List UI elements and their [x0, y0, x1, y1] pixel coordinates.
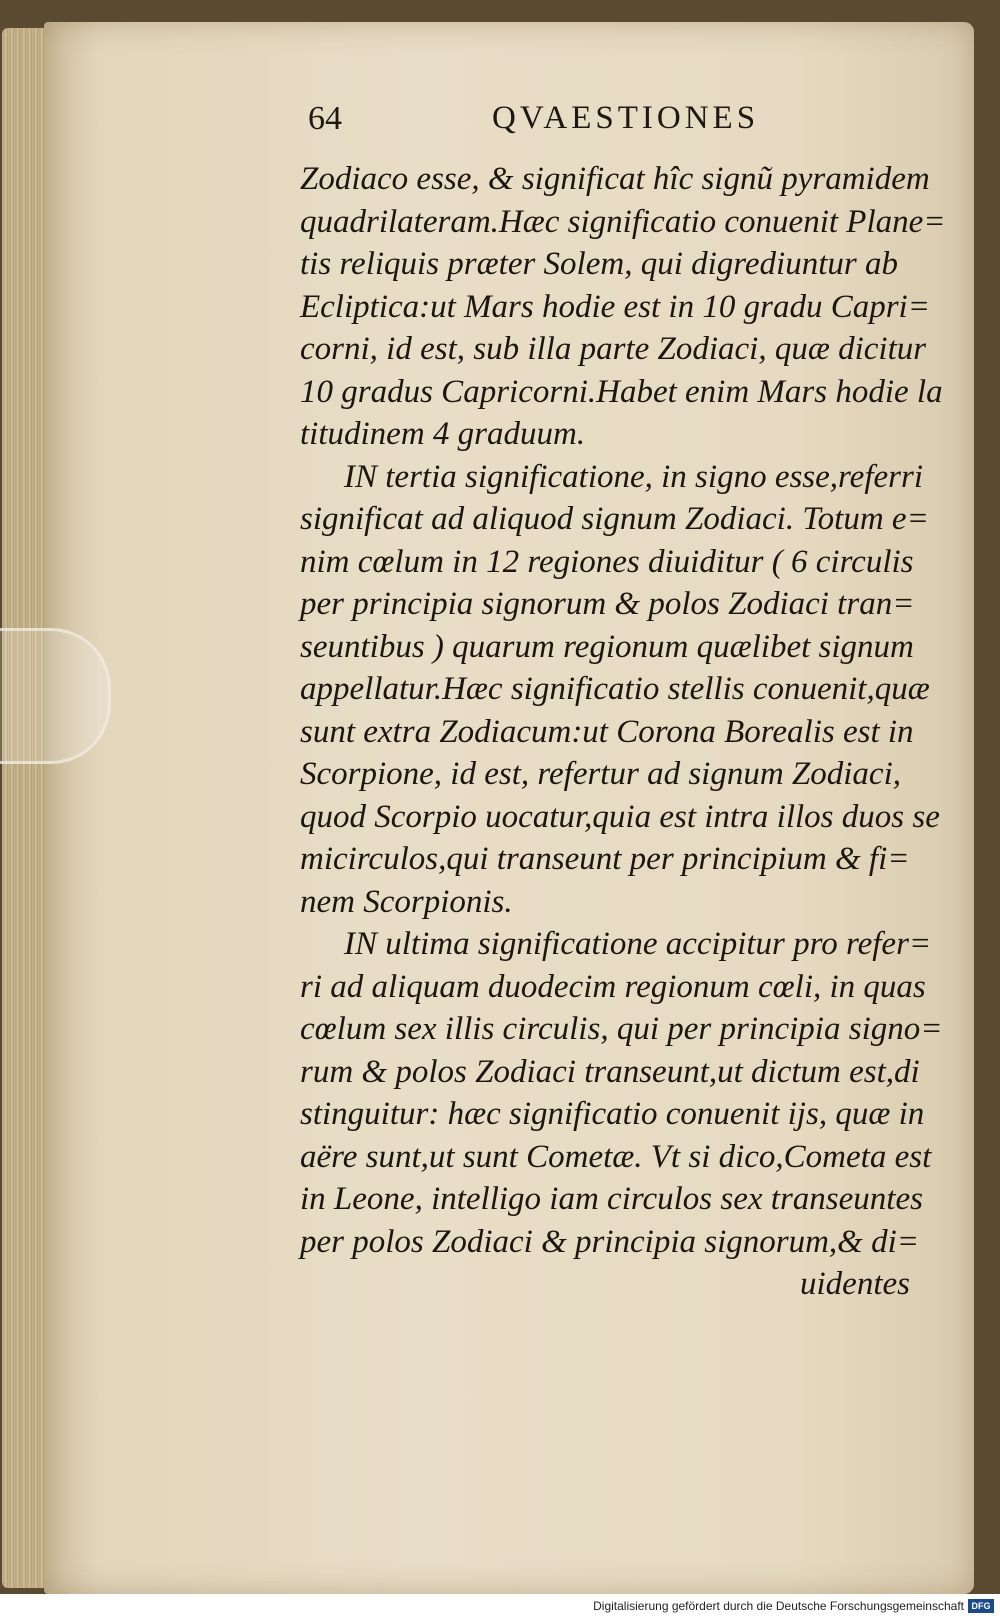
page-header [308, 100, 788, 150]
footer-bar [0, 1594, 1000, 1616]
text-line: nim cœlum in 12 regiones diuiditur ( 6 circulis [300, 543, 914, 580]
body-text [300, 158, 946, 1306]
text-line: cœlum sex illis circulis, qui per principia signo= [300, 1011, 943, 1047]
text-line: micirculos,qui transeunt per principium & fi= [300, 841, 910, 877]
text-line: in Leone, intelligo iam circulos sex transeuntes [300, 1181, 923, 1217]
paragraph-start-line: IN ultima significatione accipitur pro refer= [344, 926, 932, 962]
text-line: quod Scorpio uocatur,quia est intra illos duos se [300, 798, 940, 835]
page-number: 64 [308, 100, 342, 137]
text-line: titudinem 4 graduum. [300, 416, 586, 452]
text-line: nem Scorpionis. [300, 883, 513, 920]
text-line: Zodiaco esse, & significat hîc signũ pyramidem [300, 161, 930, 197]
text-line: sunt extra Zodiacum:ut Corona Borealis est in [300, 713, 914, 750]
dfg-logo-icon: DFG [968, 1599, 994, 1613]
text-line: ri ad aliquam duodecim regionum cœli, in quas [300, 968, 926, 1005]
text-line: tis reliquis præter Solem, qui digrediuntur ab [300, 246, 898, 282]
paragraph-start-line: IN tertia significatione, in signo esse,referri [344, 458, 923, 495]
text-line: per polos Zodiaci & principia signorum,& di= [300, 1223, 920, 1260]
text-line: significat ad aliquod signum Zodiaci. Totum e= [300, 501, 929, 537]
text-line: Ecliptica:ut Mars hodie est in 10 gradu Capri= [300, 288, 930, 325]
text-line: seuntibus ) quarum regionum quælibet signum [300, 628, 914, 665]
page-clip [0, 628, 111, 764]
text-line: corni, id est, sub illa parte Zodiaci, quæ dicitur [300, 331, 927, 367]
text-line: rum & polos Zodiaci transeunt,ut dictum est,di [300, 1053, 920, 1090]
catchword: uidentes [800, 1266, 910, 1302]
text-line: appellatur.Hæc significatio stellis conuenit,quæ [300, 671, 930, 707]
text-line: quadrilateram.Hæc significatio conuenit Plane= [300, 203, 946, 240]
text-line: 10 gradus Capricorni.Habet enim Mars hodie la [300, 373, 943, 410]
footer-credit: Digitalisierung gefördert durch die Deutsche Forschungsgemeinschaft [593, 1599, 964, 1613]
running-head: QVAESTIONES [492, 100, 760, 136]
text-line: aëre sunt,ut sunt Cometæ. Vt si dico,Cometa est [300, 1138, 932, 1175]
text-line: stinguitur: hæc significatio conuenit ijs, quæ in [300, 1096, 925, 1132]
text-line: Scorpione, id est, refertur ad signum Zodiaci, [300, 756, 901, 792]
text-line: per principia signorum & polos Zodiaci tran= [300, 586, 915, 622]
